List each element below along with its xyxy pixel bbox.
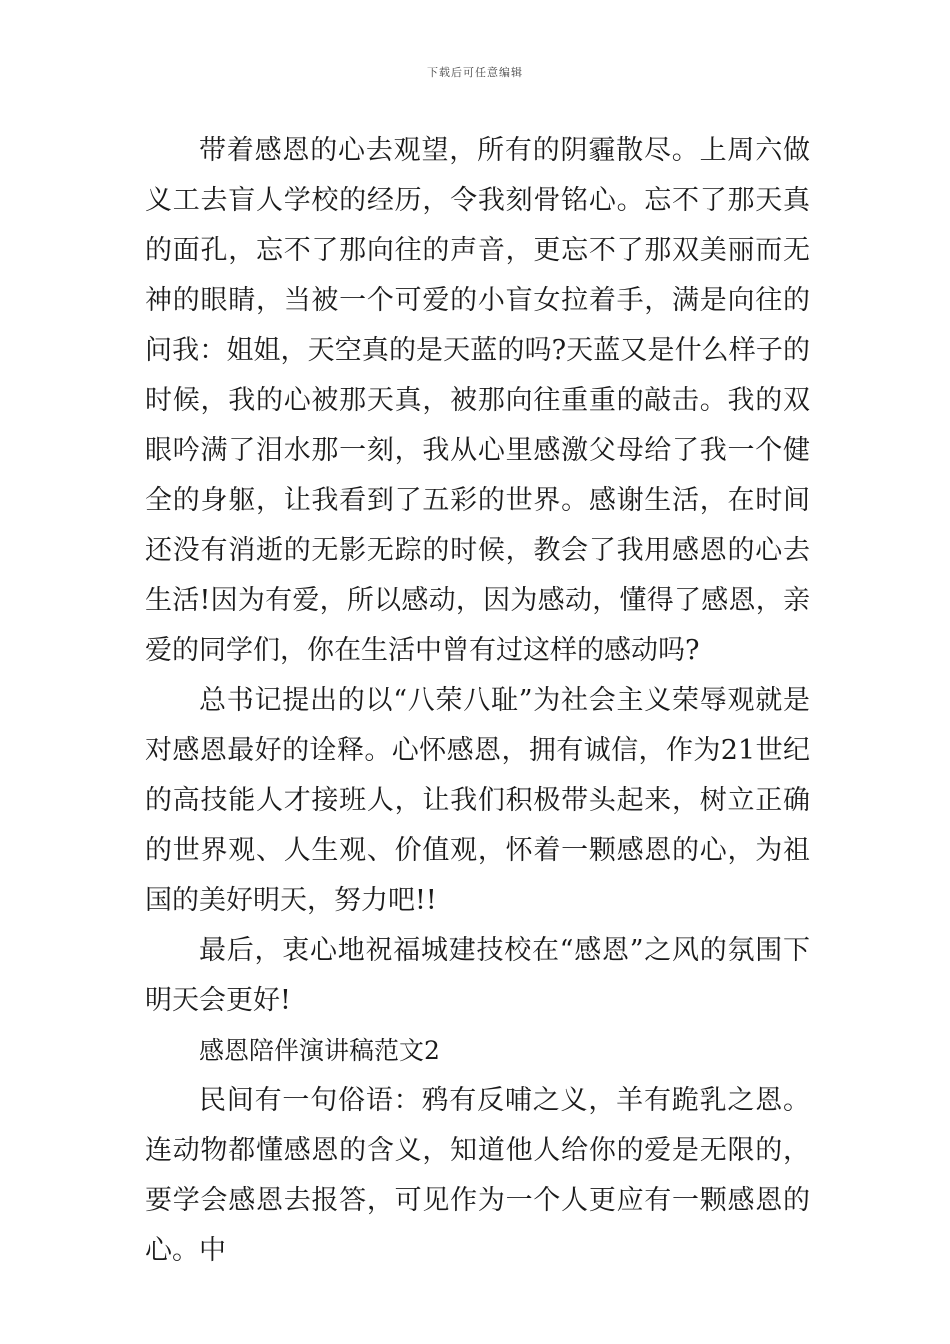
paragraph-volunteer-story: 带着感恩的心去观望，所有的阴霾散尽。上周六做义工去盲人学校的经历，令我刻骨铭心。忘不了那天真的面孔，忘不了那向往的声音，更忘不了那双美丽而无神的眼睛，当被一个可爱的小盲女拉着手，满是向往的问我：姐姐，天空真的是天蓝的吗?天蓝又是什么样子的时候，我的心被那天真，被那向往重重的敲击。我的双眼吟满了泪水那一刻，我从心里感激父母给了我一个健全的身躯，让我看到了五彩的世界。感谢生活，在时间还没有消逝的无影无踪的时候，教会了我用感恩的心去生活!因为有爱，所以感动，因为感动，懂得了感恩，亲爱的同学们，你在生活中曾有过这样的感动吗? [145,135,810,666]
paragraph-proverb: 民间有一句俗语：鸦有反哺之义，羊有跪乳之恩。连动物都懂感恩的含义，知道他人给你的爱是无限的，要学会感恩去报答，可见作为一个人更应有一颗感恩的心。中 [145,1085,810,1266]
paragraph-honor-disgrace: 总书记提出的以“八荣八耻”为社会主义荣辱观就是对感恩最好的诠释。心怀感恩，拥有诚信，作为21世纪的高技能人才接班人，让我们积极带头起来，树立正确的世界观、人生观、价值观，怀着一颗感恩的心，为祖国的美好明天，努力吧!! [145,685,810,916]
section-title: 感恩陪伴演讲稿范文2 [199,1036,440,1065]
page-header: 下载后可任意编辑 [427,66,523,79]
document-body [145,126,810,1276]
paragraph-closing-wishes: 最后，衷心地祝福城建技校在“感恩”之风的氛围下明天会更好! [145,935,810,1016]
